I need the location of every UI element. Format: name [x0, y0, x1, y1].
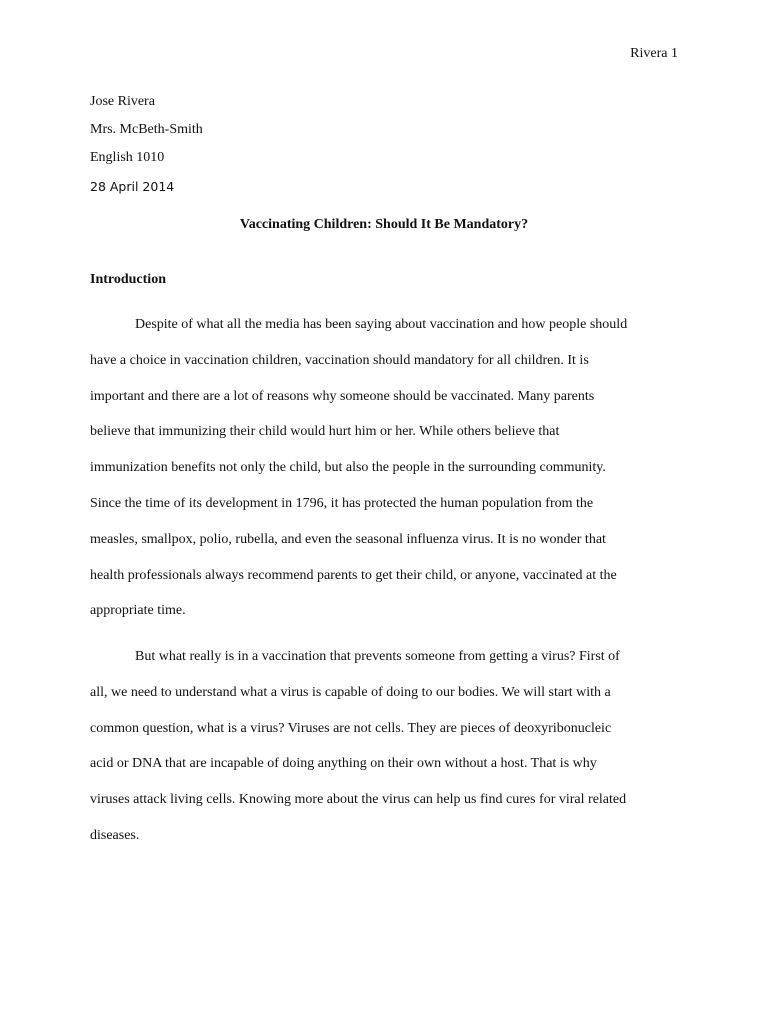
- text-line: all, we need to understand what a virus is capable of doing to our bodies. We will start with a: [90, 684, 611, 700]
- paragraph: [90, 645, 680, 860]
- text-line: diseases.: [90, 827, 140, 843]
- text-line: measles, smallpox, polio, rubella, and even the seasonal influenza virus. It is no wonder that: [90, 531, 606, 547]
- text-line: believe that immunizing their child would hurt him or her. While others believe that: [90, 424, 560, 440]
- mla-heading: [90, 90, 203, 202]
- text-line: have a choice in vaccination children, vaccination should mandatory for all children. It is: [90, 352, 589, 368]
- text-line: Since the time of its development in 1796, it has protected the human population from the: [90, 495, 594, 511]
- course-name: English 1010: [90, 150, 165, 165]
- text-line: health professionals always recommend parents to get their child, or anyone, vaccinated at the: [90, 567, 617, 583]
- text-line: Despite of what all the media has been saying about vaccination and how people should: [135, 317, 628, 332]
- text-line: common question, what is a virus? Viruses are not cells. They are pieces of deoxyribonucleic: [90, 720, 612, 736]
- text-line: immunization benefits not only the child, but also the people in the surrounding community.: [90, 460, 606, 476]
- text-line: viruses attack living cells. Knowing more about the virus can help us find cures for viral related: [90, 792, 627, 808]
- text-line: appropriate time.: [90, 603, 186, 619]
- section-heading: Introduction: [90, 272, 166, 287]
- paper-date: 28 April 2014: [90, 179, 175, 194]
- running-header: Rivera 1: [630, 46, 678, 61]
- text-line: important and there are a lot of reasons why someone should be vaccinated. Many parents: [90, 388, 595, 404]
- instructor-name: Mrs. McBeth-Smith: [90, 122, 203, 137]
- author-name: Jose Rivera: [90, 94, 155, 109]
- text-line: acid or DNA that are incapable of doing anything on their own without a host. That is why: [90, 756, 597, 772]
- paragraph: [90, 313, 680, 635]
- text-line: But what really is in a vaccination that prevents someone from getting a virus? First of: [135, 649, 620, 664]
- paper-title: Vaccinating Children: Should It Be Mandatory?: [239, 217, 529, 232]
